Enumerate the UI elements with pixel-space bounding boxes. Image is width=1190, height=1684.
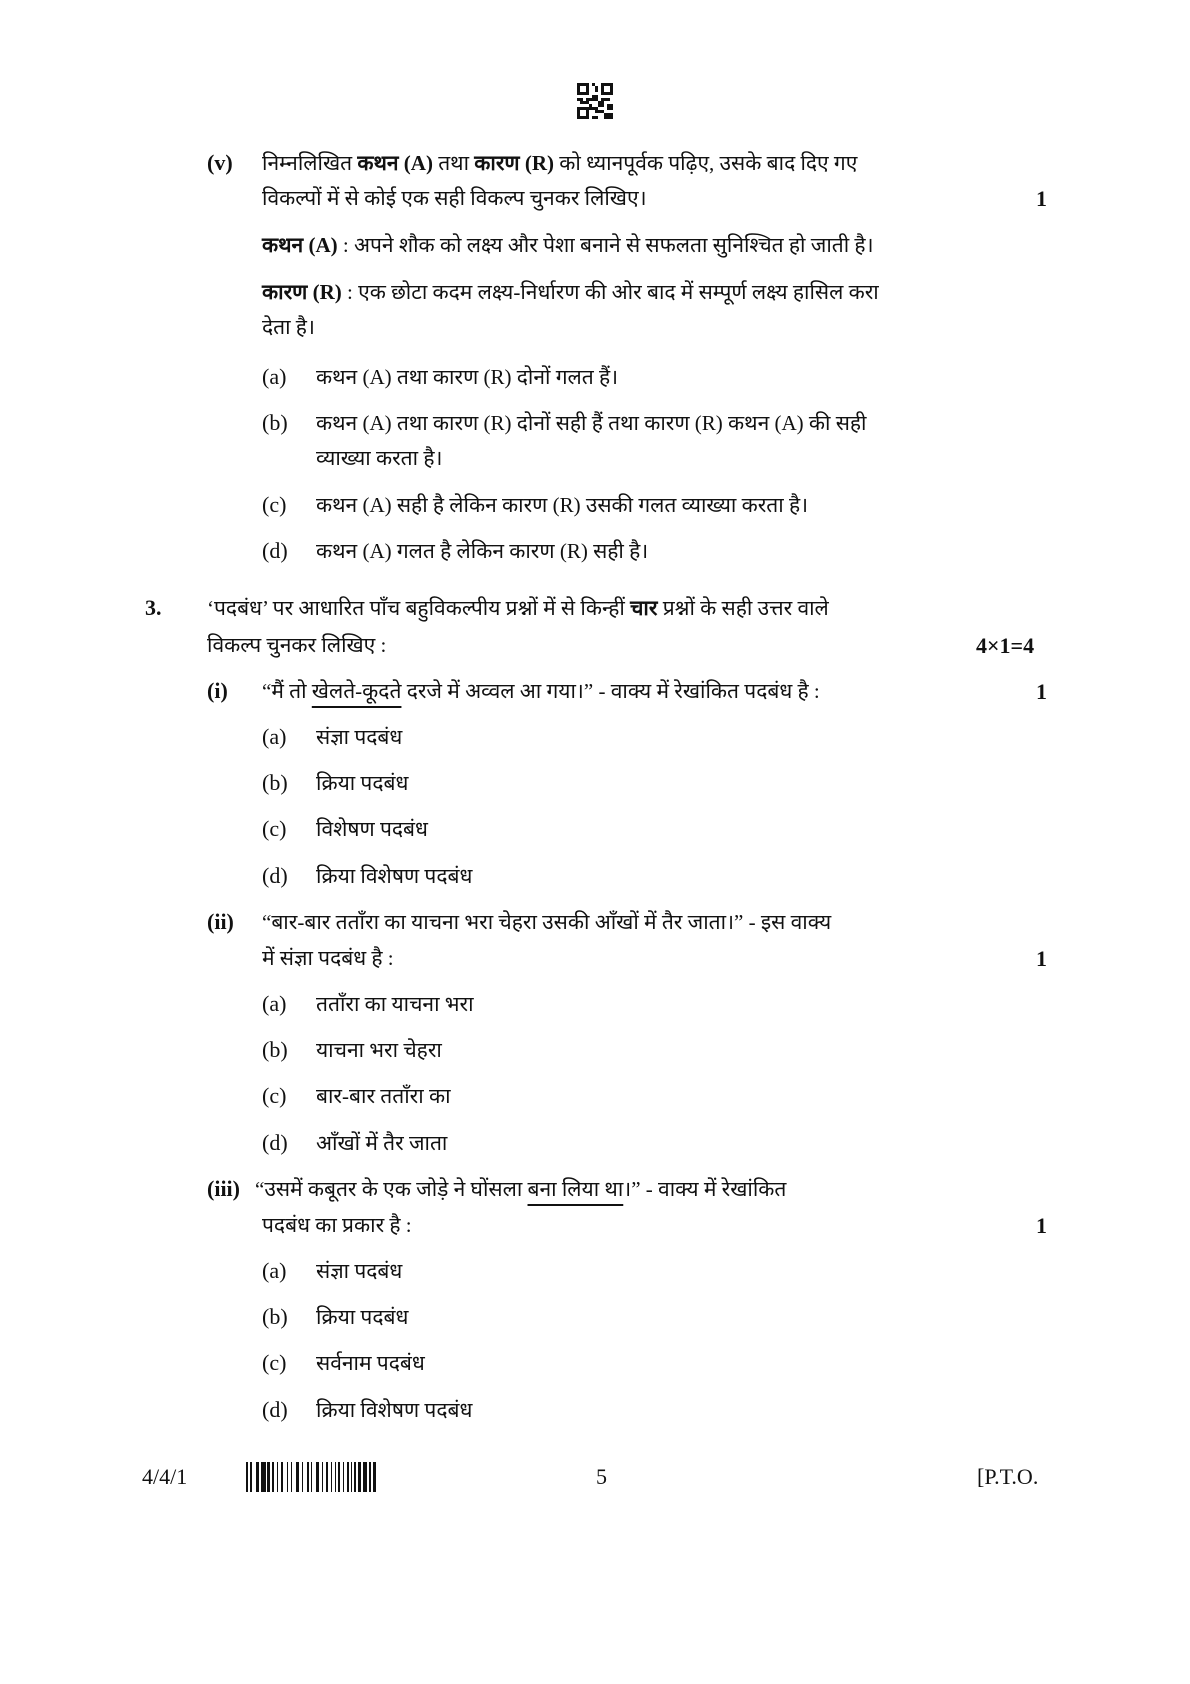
option-text: कथन (A) तथा कारण (R) दोनों सही हैं तथा कारण (R) कथन (A) की सही: [316, 411, 867, 435]
question-intro: [207, 594, 829, 622]
subquestion-text-line2: पदबंध का प्रकार है :: [262, 1213, 412, 1237]
option-text: कथन (A) गलत है लेकिन कारण (R) सही है।: [316, 539, 649, 563]
assertion-label: कथन (A): [262, 233, 338, 257]
option-text: याचना भरा चेहरा: [316, 1038, 442, 1062]
text: दरजे में अव्वल आ गया।” - वाक्य में रेखांकित पदबंध है :: [401, 679, 820, 703]
marks: 1: [1036, 1213, 1047, 1238]
underlined-phrase: बना लिया था: [527, 1177, 624, 1201]
option-text: आँखों में तैर जाता: [316, 1131, 448, 1155]
option-label: (d): [262, 863, 288, 888]
option-text: कथन (A) सही है लेकिन कारण (R) उसकी गलत व्याख्या करता है।: [316, 493, 809, 517]
option-label: (c): [262, 1350, 287, 1375]
reason-label: कारण (R): [262, 280, 342, 304]
text: निम्नलिखित: [262, 151, 358, 175]
subquestion-text: “बार-बार तताँरा का याचना भरा चेहरा उसकी आँखों में तैर जाता।” - इस वाक्य: [262, 910, 832, 934]
option-label: (b): [262, 1304, 288, 1329]
subquestion-text-line2: में संज्ञा पदबंध है :: [262, 946, 394, 970]
option-text: विशेषण पदबंध: [316, 817, 428, 841]
marks: 1: [1036, 679, 1047, 704]
option-label: (a): [262, 364, 287, 389]
option-text: क्रिया विशेषण पदबंध: [316, 1398, 473, 1422]
assertion: [262, 231, 874, 259]
option-label: (d): [262, 1130, 288, 1155]
option-label: (b): [262, 1037, 288, 1062]
marks: 4×1=4: [976, 633, 1035, 658]
subquestion-number: (i): [207, 678, 228, 703]
text: ।” - वाक्य में रेखांकित: [623, 1177, 787, 1201]
text: तथा: [432, 151, 475, 175]
reason: [262, 278, 879, 306]
marks: 1: [1036, 946, 1047, 971]
assertion-term: कथन (A): [357, 151, 433, 175]
subquestion-text: [262, 677, 820, 705]
reason-text: : एक छोटा कदम लक्ष्य-निर्धारण की ओर बाद में सम्पूर्ण लक्ष्य हासिल करा: [341, 280, 879, 304]
question-number: 3.: [145, 595, 162, 620]
paper-code: 4/4/1: [142, 1464, 188, 1489]
text: प्रश्नों के सही उत्तर वाले: [657, 596, 829, 620]
marks: 1: [1036, 186, 1047, 211]
subquestion-text: [255, 1175, 786, 1203]
text: ‘पदबंध’ पर आधारित पाँच बहुविकल्पीय प्रश्नों में से किन्हीं: [207, 596, 631, 620]
option-label: (d): [262, 538, 288, 563]
question-number: (v): [207, 150, 233, 175]
option-text: संज्ञा पदबंध: [316, 1259, 403, 1283]
option-label: (c): [262, 816, 287, 841]
option-text: सर्वनाम पदबंध: [316, 1351, 425, 1375]
question-intro-line2: विकल्पों में से कोई एक सही विकल्प चुनकर लिखिए।: [262, 186, 647, 210]
barcode-icon: [246, 1462, 449, 1492]
subquestion-number: (iii): [207, 1176, 240, 1201]
question-intro-line2: विकल्प चुनकर लिखिए :: [207, 633, 387, 657]
option-label: (b): [262, 410, 288, 435]
option-label: (a): [262, 991, 287, 1016]
option-text: बार-बार तताँरा का: [316, 1084, 451, 1108]
text: “मैं तो: [262, 679, 312, 703]
emphasis: चार: [630, 596, 658, 620]
option-label: (c): [262, 1083, 287, 1108]
reason-term: कारण (R): [474, 151, 555, 175]
option-text: क्रिया पदबंध: [316, 771, 409, 795]
assertion-text: : अपने शौक को लक्ष्य और पेशा बनाने से सफलता सुनिश्चित हो जाती है।: [337, 233, 874, 257]
option-label: (d): [262, 1397, 288, 1422]
pto-label: [P.T.O.: [977, 1464, 1039, 1489]
page-number: 5: [596, 1464, 607, 1489]
option-label: (b): [262, 770, 288, 795]
option-text: कथन (A) तथा कारण (R) दोनों गलत हैं।: [316, 365, 619, 389]
underlined-phrase: खेलते-कूदते: [311, 679, 402, 703]
reason-line2: देता है।: [262, 315, 315, 339]
option-label: (a): [262, 1258, 287, 1283]
option-label: (c): [262, 492, 287, 517]
option-text: संज्ञा पदबंध: [316, 725, 403, 749]
text: को ध्यानपूर्वक पढ़िए, उसके बाद दिए गए: [554, 151, 858, 175]
subquestion-number: (ii): [207, 909, 234, 934]
question-intro: [262, 149, 857, 177]
option-text-line2: व्याख्या करता है।: [316, 446, 443, 470]
option-text: क्रिया विशेषण पदबंध: [316, 864, 473, 888]
qr-code-icon: [577, 83, 613, 119]
option-text: तताँरा का याचना भरा: [316, 992, 474, 1016]
text: “उसमें कबूतर के एक जोड़े ने घोंसला: [255, 1177, 528, 1201]
option-text: क्रिया पदबंध: [316, 1305, 409, 1329]
option-label: (a): [262, 724, 287, 749]
